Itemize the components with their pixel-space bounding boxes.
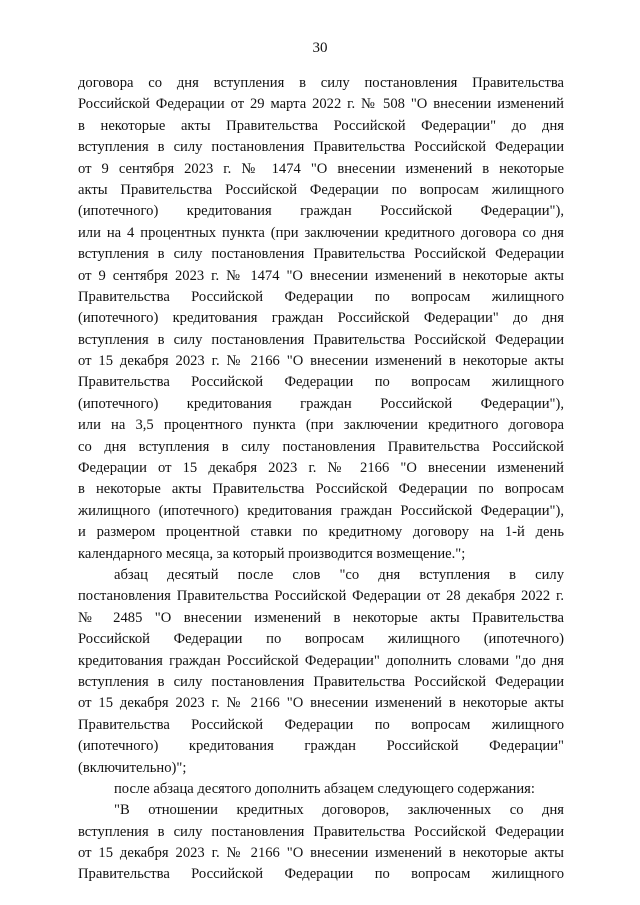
- text-line: (ипотечного) кредитования граждан Российской Федерации"),: [78, 395, 564, 412]
- text-line: вступления в силу постановления Правительства Российской Федерации: [78, 823, 564, 840]
- text-line: (ипотечного) кредитования граждан Российской Федерации" до дня: [78, 310, 564, 327]
- text-line: Федерации от 15 декабря 2023 г. № 2166 "О внесении изменений: [78, 460, 564, 477]
- text-line: Правительства Российской Федерации по вопросам жилищного: [78, 374, 564, 391]
- paragraph: [78, 779, 564, 800]
- text-line: и размером процентной ставки по кредитному договору на 1-й день: [78, 524, 564, 541]
- paragraph: [78, 800, 564, 886]
- text-line: Правительства Российской Федерации по вопросам жилищного: [78, 866, 564, 883]
- text-line: в некоторые акты Правительства Российской Федерации" до дня: [78, 117, 564, 134]
- paragraph: [78, 565, 564, 779]
- text-line: (ипотечного) кредитования граждан Российской Федерации": [78, 738, 564, 755]
- text-line: "В отношении кредитных договоров, заключенных со дня: [114, 802, 564, 819]
- text-line: в некоторые акты Правительства Российской Федерации по вопросам: [78, 481, 564, 498]
- text-line: Правительства Российской Федерации по вопросам жилищного: [78, 288, 564, 305]
- text-line: жилищного (ипотечного) кредитования граждан Российской Федерации"),: [78, 502, 564, 519]
- text-line: от 9 сентября 2023 г. № 1474 "О внесении изменений в некоторые: [78, 160, 564, 177]
- text-line: кредитования граждан Российской Федерации" дополнить словами "до дня: [78, 652, 564, 669]
- text-line: или на 4 процентных пункта (при заключении кредитного договора со дня: [78, 224, 564, 241]
- text-line: договора со дня вступления в силу постановления Правительства: [78, 75, 564, 91]
- text-line: Российской Федерации по вопросам жилищного (ипотечного): [78, 631, 564, 648]
- paragraph: [78, 73, 564, 565]
- text-line: постановления Правительства Российской Федерации от 28 декабря 2022 г.: [78, 588, 564, 605]
- text-line: вступления в силу постановления Правительства Российской Федерации: [78, 246, 564, 263]
- text-line: акты Правительства Российской Федерации по вопросам жилищного: [78, 181, 564, 198]
- text-line: (ипотечного) кредитования граждан Российской Федерации"),: [78, 203, 564, 220]
- text-line: календарного месяца, за который производится возмещение.";: [78, 545, 466, 562]
- text-line: после абзаца десятого дополнить абзацем следующего содержания:: [114, 780, 535, 797]
- text-line: вступления в силу постановления Правительства Российской Федерации: [78, 139, 564, 156]
- text-line: (включительно)";: [78, 759, 187, 776]
- document-body: [78, 73, 564, 886]
- text-line: или на 3,5 процентного пункта (при заключении кредитного договора: [78, 417, 564, 434]
- text-line: № 2485 "О внесении изменений в некоторые акты Правительства: [78, 609, 564, 626]
- text-line: от 15 декабря 2023 г. № 2166 "О внесении изменений в некоторые акты: [78, 353, 564, 370]
- text-line: Российской Федерации от 29 марта 2022 г. № 508 "О внесении изменений: [78, 96, 564, 113]
- text-line: от 15 декабря 2023 г. № 2166 "О внесении изменений в некоторые акты: [78, 695, 564, 712]
- text-line: Правительства Российской Федерации по вопросам жилищного: [78, 716, 564, 733]
- text-line: абзац десятый после слов "со дня вступления в силу: [114, 566, 564, 583]
- text-line: от 15 декабря 2023 г. № 2166 "О внесении изменений в некоторые акты: [78, 845, 564, 862]
- text-line: вступления в силу постановления Правительства Российской Федерации: [78, 673, 564, 690]
- text-line: от 9 сентября 2023 г. № 1474 "О внесении изменений в некоторые акты: [78, 267, 564, 284]
- text-line: вступления в силу постановления Правительства Российской Федерации: [78, 331, 564, 348]
- page-number: 30: [312, 40, 328, 56]
- text-line: со дня вступления в силу постановления Правительства Российской: [78, 438, 564, 455]
